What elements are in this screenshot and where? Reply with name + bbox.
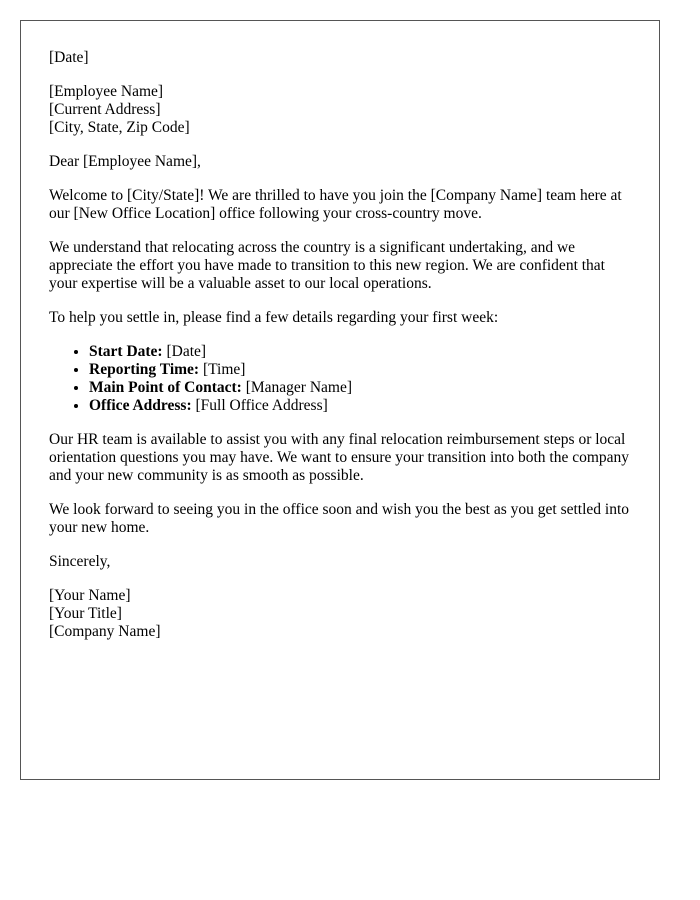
list-item — [89, 361, 631, 379]
detail-value-office-address: [Full Office Address] — [191, 397, 328, 414]
signature-block — [49, 587, 631, 641]
first-week-details-list — [49, 343, 631, 415]
signature-company: [Company Name] — [49, 623, 161, 640]
closing: Sincerely, — [49, 553, 111, 570]
detail-value-reporting-time: [Time] — [199, 361, 246, 378]
recipient-city-state-zip: [City, State, Zip Code] — [49, 119, 190, 136]
signature-name: [Your Name] — [49, 587, 131, 604]
paragraph-welcome: Welcome to [City/State]! We are thrilled to have you join the [Company Name] team here at our [New Office Location] office following your cross-country move. — [49, 187, 622, 222]
detail-value-start-date: [Date] — [162, 343, 207, 360]
recipient-address: [Current Address] — [49, 101, 161, 118]
list-item — [89, 379, 631, 397]
detail-label-main-contact: Main Point of Contact: — [89, 379, 242, 396]
detail-value-main-contact: [Manager Name] — [241, 379, 352, 396]
recipient-block — [49, 83, 631, 137]
detail-label-start-date: Start Date: — [89, 343, 163, 360]
paragraph-relocation: We understand that relocating across the country is a significant undertaking, and we appreciate the effort you have made to transition to this new region. We are confident that your expertise will be a valuable asset to our local operations. — [49, 239, 605, 292]
salutation: Dear [Employee Name], — [49, 153, 201, 170]
list-item — [89, 397, 631, 415]
paragraph-first-week-intro: To help you settle in, please find a few details regarding your first week: — [49, 309, 499, 326]
letter-page — [20, 20, 660, 780]
paragraph-closing-remarks: We look forward to seeing you in the office soon and wish you the best as you get settled into your new home. — [49, 501, 630, 536]
letter-date: [Date] — [49, 49, 89, 66]
detail-label-office-address: Office Address: — [89, 397, 192, 414]
paragraph-hr-support: Our HR team is available to assist you with any final relocation reimbursement steps or local orientation questions you may have. We want to ensure your transition into both the company and your new community is as smooth as possible. — [49, 431, 630, 484]
signature-title: [Your Title] — [49, 605, 122, 622]
list-item — [89, 343, 631, 361]
detail-label-reporting-time: Reporting Time: — [89, 361, 200, 378]
recipient-name: [Employee Name] — [49, 83, 164, 100]
